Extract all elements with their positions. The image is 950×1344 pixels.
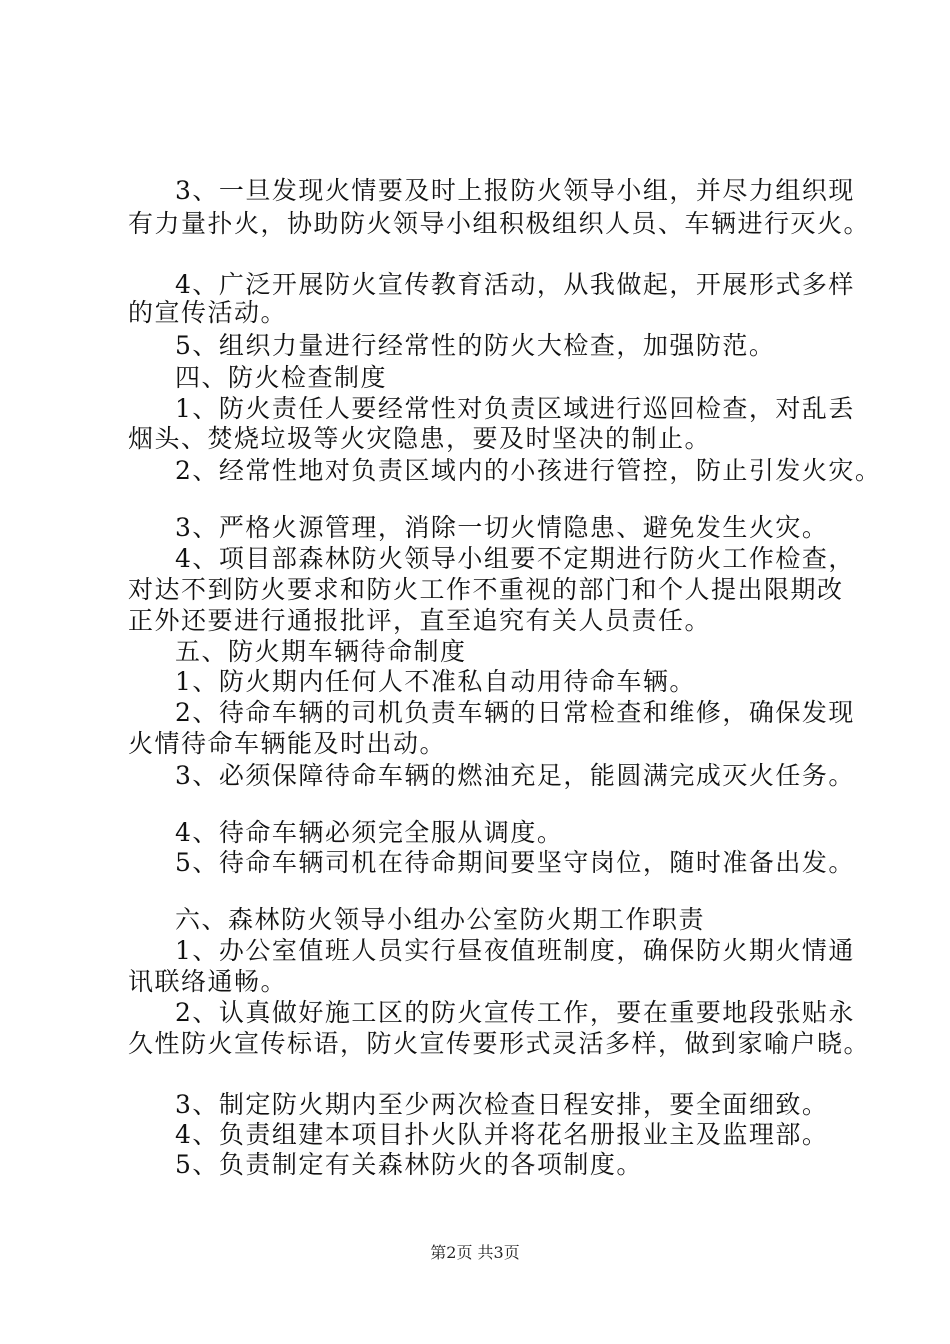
paragraph-line: 的宣传活动。 <box>128 298 288 327</box>
paragraph-line: 5、组织力量进行经常性的防火大检查，加强防范。 <box>175 331 776 360</box>
paragraph-line: 3、制定防火期内至少两次检查日程安排，要全面细致。 <box>175 1090 829 1119</box>
paragraph-line: 3、一旦发现火情要及时上报防火领导小组，并尽力组织现 <box>175 176 855 205</box>
paragraph-line: 4、广泛开展防火宣传教育活动，从我做起，开展形式多样 <box>175 270 855 299</box>
paragraph-line: 2、经常性地对负责区域内的小孩进行管控，防止引发火灾。 <box>175 456 882 485</box>
paragraph-line: 正外还要进行通报批评，直至追究有关人员责任。 <box>128 606 712 635</box>
paragraph-line: 2、待命车辆的司机负责车辆的日常检查和维修，确保发现 <box>175 698 855 727</box>
paragraph-line: 3、严格火源管理，消除一切火情隐患、避免发生火灾。 <box>175 513 829 542</box>
paragraph-line: 讯联络通畅。 <box>128 967 288 996</box>
section-heading: 四、防火检查制度 <box>175 363 388 392</box>
paragraph-line: 1、办公室值班人员实行昼夜值班制度，确保防火期火情通 <box>175 936 855 965</box>
paragraph-line: 4、待命车辆必须完全服从调度。 <box>175 818 564 847</box>
paragraph-line: 对达不到防火要求和防火工作不重视的部门和个人提出限期改 <box>128 575 844 604</box>
paragraph-line: 5、负责制定有关森林防火的各项制度。 <box>175 1150 643 1179</box>
paragraph-line: 2、认真做好施工区的防火宣传工作，要在重要地段张贴永 <box>175 998 855 1027</box>
paragraph-line: 烟头、焚烧垃圾等火灾隐患，要及时坚决的制止。 <box>128 424 712 453</box>
paragraph-line: 4、负责组建本项目扑火队并将花名册报业主及监理部。 <box>175 1120 829 1149</box>
paragraph-line: 1、防火期内任何人不准私自动用待命车辆。 <box>175 667 696 696</box>
paragraph-line: 4、项目部森林防火领导小组要不定期进行防火工作检查， <box>175 544 855 573</box>
paragraph-line: 3、必须保障待命车辆的燃油充足，能圆满完成灭火任务。 <box>175 761 855 790</box>
paragraph-line: 久性防火宣传标语，防火宣传要形式灵活多样，做到家喻户晓。 <box>128 1029 871 1058</box>
page-number-footer: 第2页 共3页 <box>430 1243 520 1262</box>
paragraph-line: 有力量扑火，协助防火领导小组积极组织人员、车辆进行灭火。 <box>128 209 871 238</box>
paragraph-line: 火情待命车辆能及时出动。 <box>128 729 447 758</box>
section-heading: 六、森林防火领导小组办公室防火期工作职责 <box>175 905 706 934</box>
section-heading: 五、防火期车辆待命制度 <box>175 637 467 666</box>
paragraph-line: 5、待命车辆司机在待命期间要坚守岗位，随时准备出发。 <box>175 848 855 877</box>
paragraph-line: 1、防火责任人要经常性对负责区域进行巡回检查，对乱丢 <box>175 394 855 423</box>
